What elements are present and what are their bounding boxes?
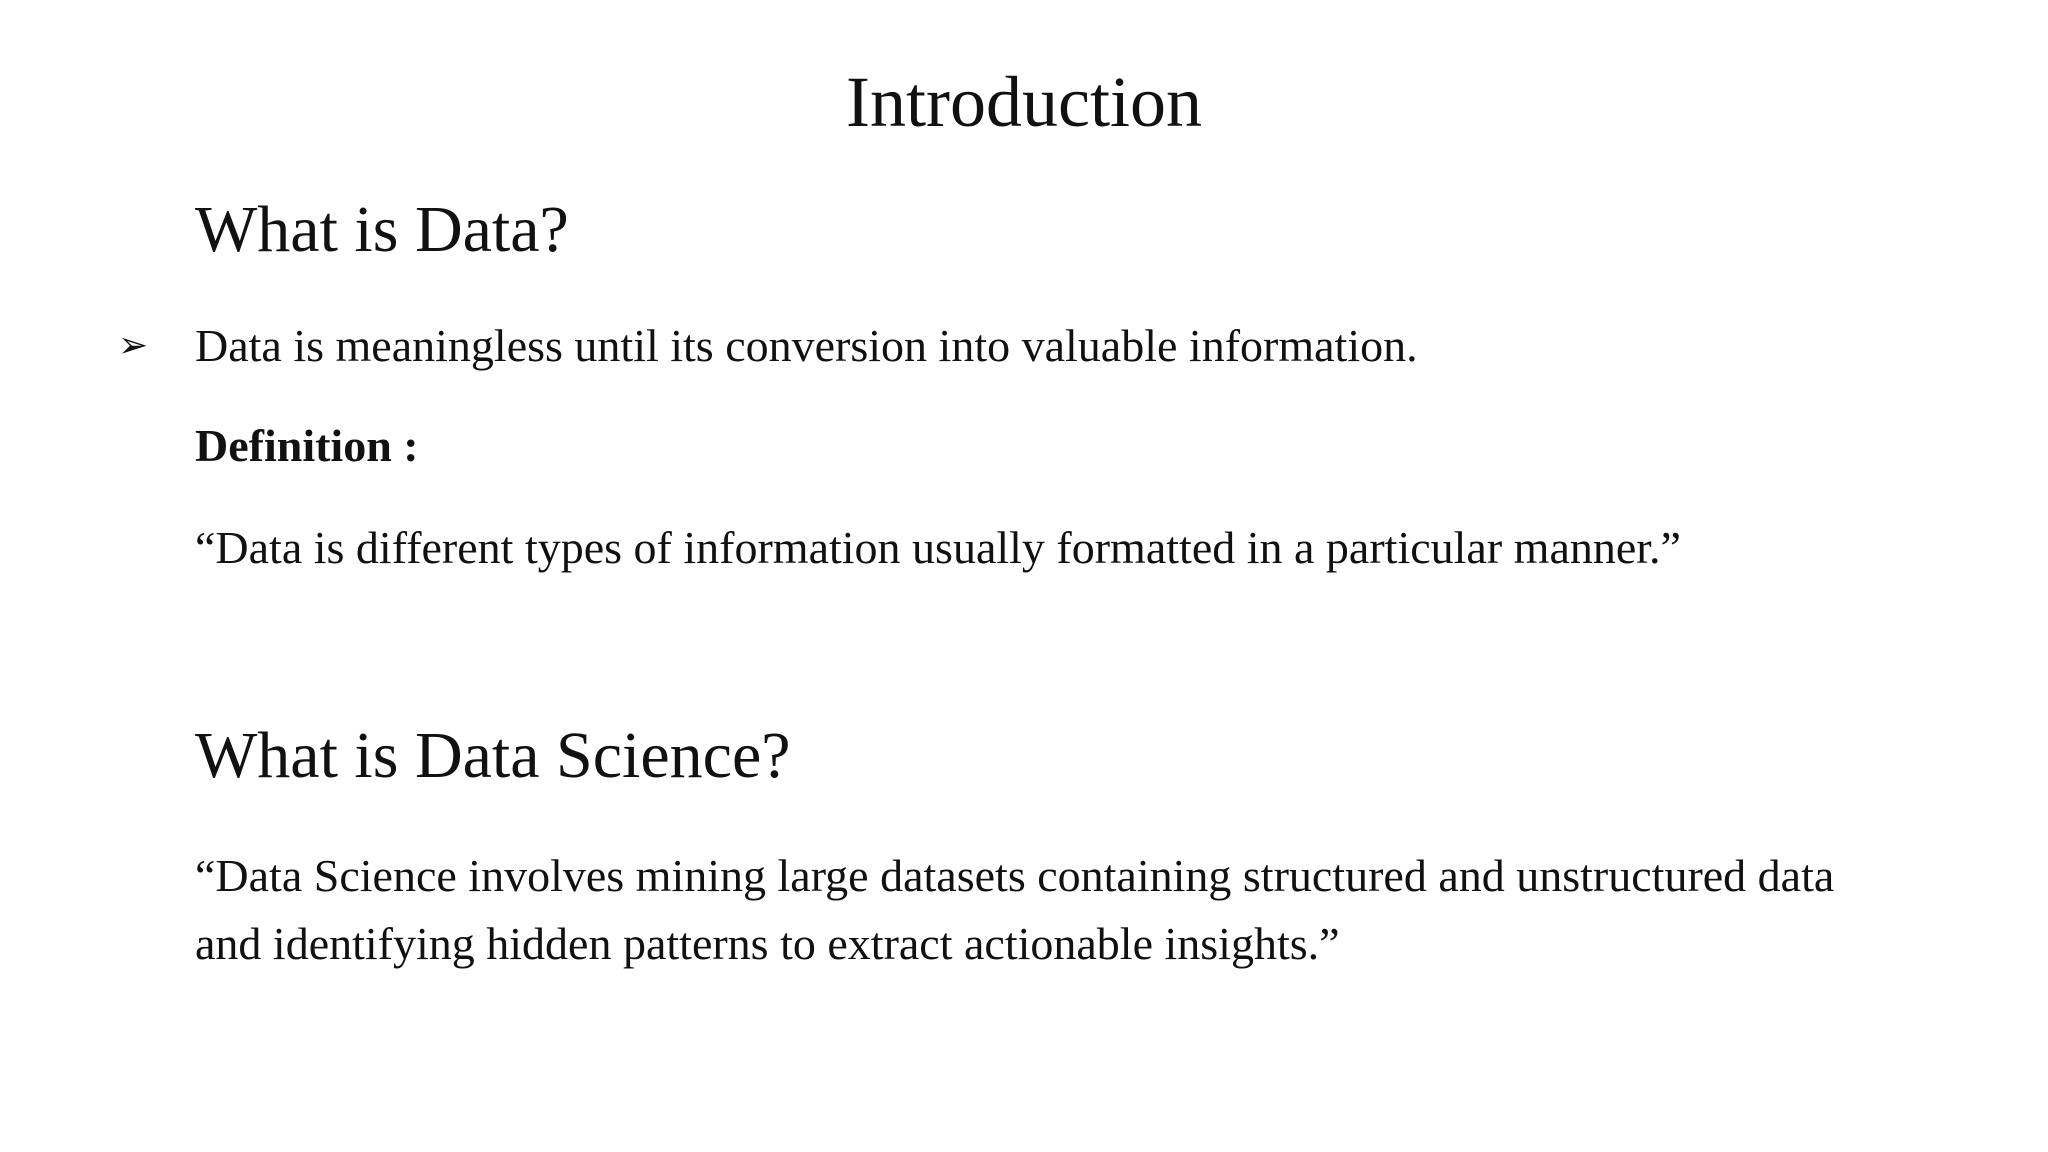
section-heading-what-is-data-science: What is Data Science? <box>195 719 791 792</box>
definition-label: Definition : <box>195 420 419 471</box>
data-science-definition <box>195 842 1955 978</box>
slide-title: Introduction <box>846 62 1202 142</box>
section-heading-what-is-data: What is Data? <box>195 193 569 266</box>
arrowhead-bullet-icon: ➢ <box>118 325 149 366</box>
data-science-definition-line: “Data Science involves mining large datasets containing structured and unstructured data <box>195 850 1835 901</box>
bullet-text: Data is meaningless until its conversion into valuable information. <box>195 320 1418 371</box>
definition-text: “Data is different types of information usually formatted in a particular manner.” <box>195 522 1681 573</box>
data-science-definition-line: and identifying hidden patterns to extract actionable insights.” <box>195 918 1340 969</box>
